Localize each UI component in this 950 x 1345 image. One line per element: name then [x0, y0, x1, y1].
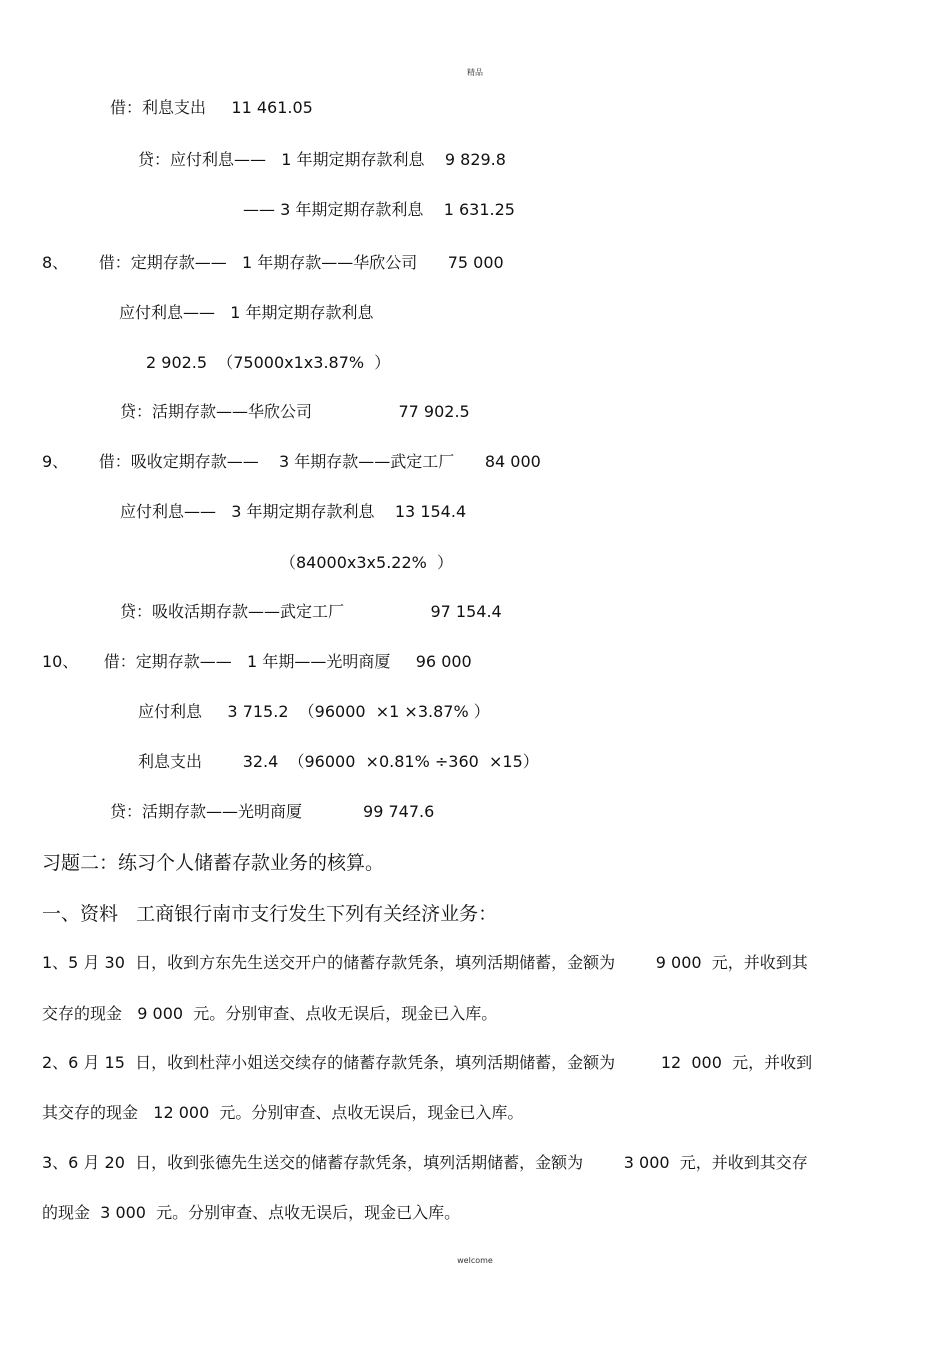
- entry-line: 贷：活期存款——华欣公司 77 902.5: [120, 402, 470, 421]
- entry-line: 10、 借：定期存款—— 1 年期——光明商厦 96 000: [42, 652, 472, 671]
- entry-line: —— 3 年期定期存款利息 1 631.25: [243, 200, 515, 219]
- page-header: 精品: [467, 68, 483, 77]
- entry-line: 贷：活期存款——光明商厦 99 747.6: [110, 802, 435, 821]
- entry-line: 借：利息支出 11 461.05: [110, 98, 313, 117]
- item-line: 的现金 3 000 元。分别审查、点收无误后，现金已入库。: [42, 1203, 461, 1222]
- entry-line: （84000x3x5.22% ）: [280, 553, 454, 572]
- entry-line: 9、 借：吸收定期存款—— 3 年期存款——武定工厂 84 000: [42, 452, 541, 471]
- page-footer: welcome: [457, 1256, 493, 1265]
- exercise-title: 习题二：练习个人储蓄存款业务的核算。: [42, 852, 385, 874]
- entry-line: 贷：应付利息—— 1 年期定期存款利息 9 829.8: [138, 150, 506, 169]
- item-line: 其交存的现金 12 000 元。分别审查、点收无误后，现金已入库。: [42, 1103, 524, 1122]
- entry-line: 利息支出 32.4 （96000 ×0.81% ÷360 ×15）: [138, 752, 539, 771]
- item-line: 3、6 月 20 日，收到张德先生送交的储蓄存款凭条，填列活期储蓄，金额为 3 000 元，并收到其交存: [42, 1153, 808, 1172]
- entry-line: 应付利息—— 1 年期定期存款利息: [119, 303, 374, 322]
- entry-line: 应付利息 3 715.2 （96000 ×1 ×3.87% ）: [138, 702, 490, 721]
- entry-line: 贷：吸收活期存款——武定工厂 97 154.4: [120, 602, 502, 621]
- item-line: 交存的现金 9 000 元。分别审查、点收无误后，现金已入库。: [42, 1004, 498, 1023]
- item-line: 1、5 月 30 日，收到方东先生送交开户的储蓄存款凭条，填列活期储蓄，金额为 9 000 元，并收到其: [42, 953, 808, 972]
- section-heading: 一、资料 工商银行南市支行发生下列有关经济业务：: [42, 903, 498, 925]
- entry-line: 应付利息—— 3 年期定期存款利息 13 154.4: [120, 502, 467, 521]
- entry-line: 2 902.5 （75000x1x3.87% ）: [146, 353, 391, 372]
- entry-line: 8、 借：定期存款—— 1 年期存款——华欣公司 75 000: [42, 253, 504, 272]
- item-line: 2、6 月 15 日，收到杜萍小姐送交续存的储蓄存款凭条，填列活期储蓄，金额为 12 000 元，并收到: [42, 1053, 813, 1072]
